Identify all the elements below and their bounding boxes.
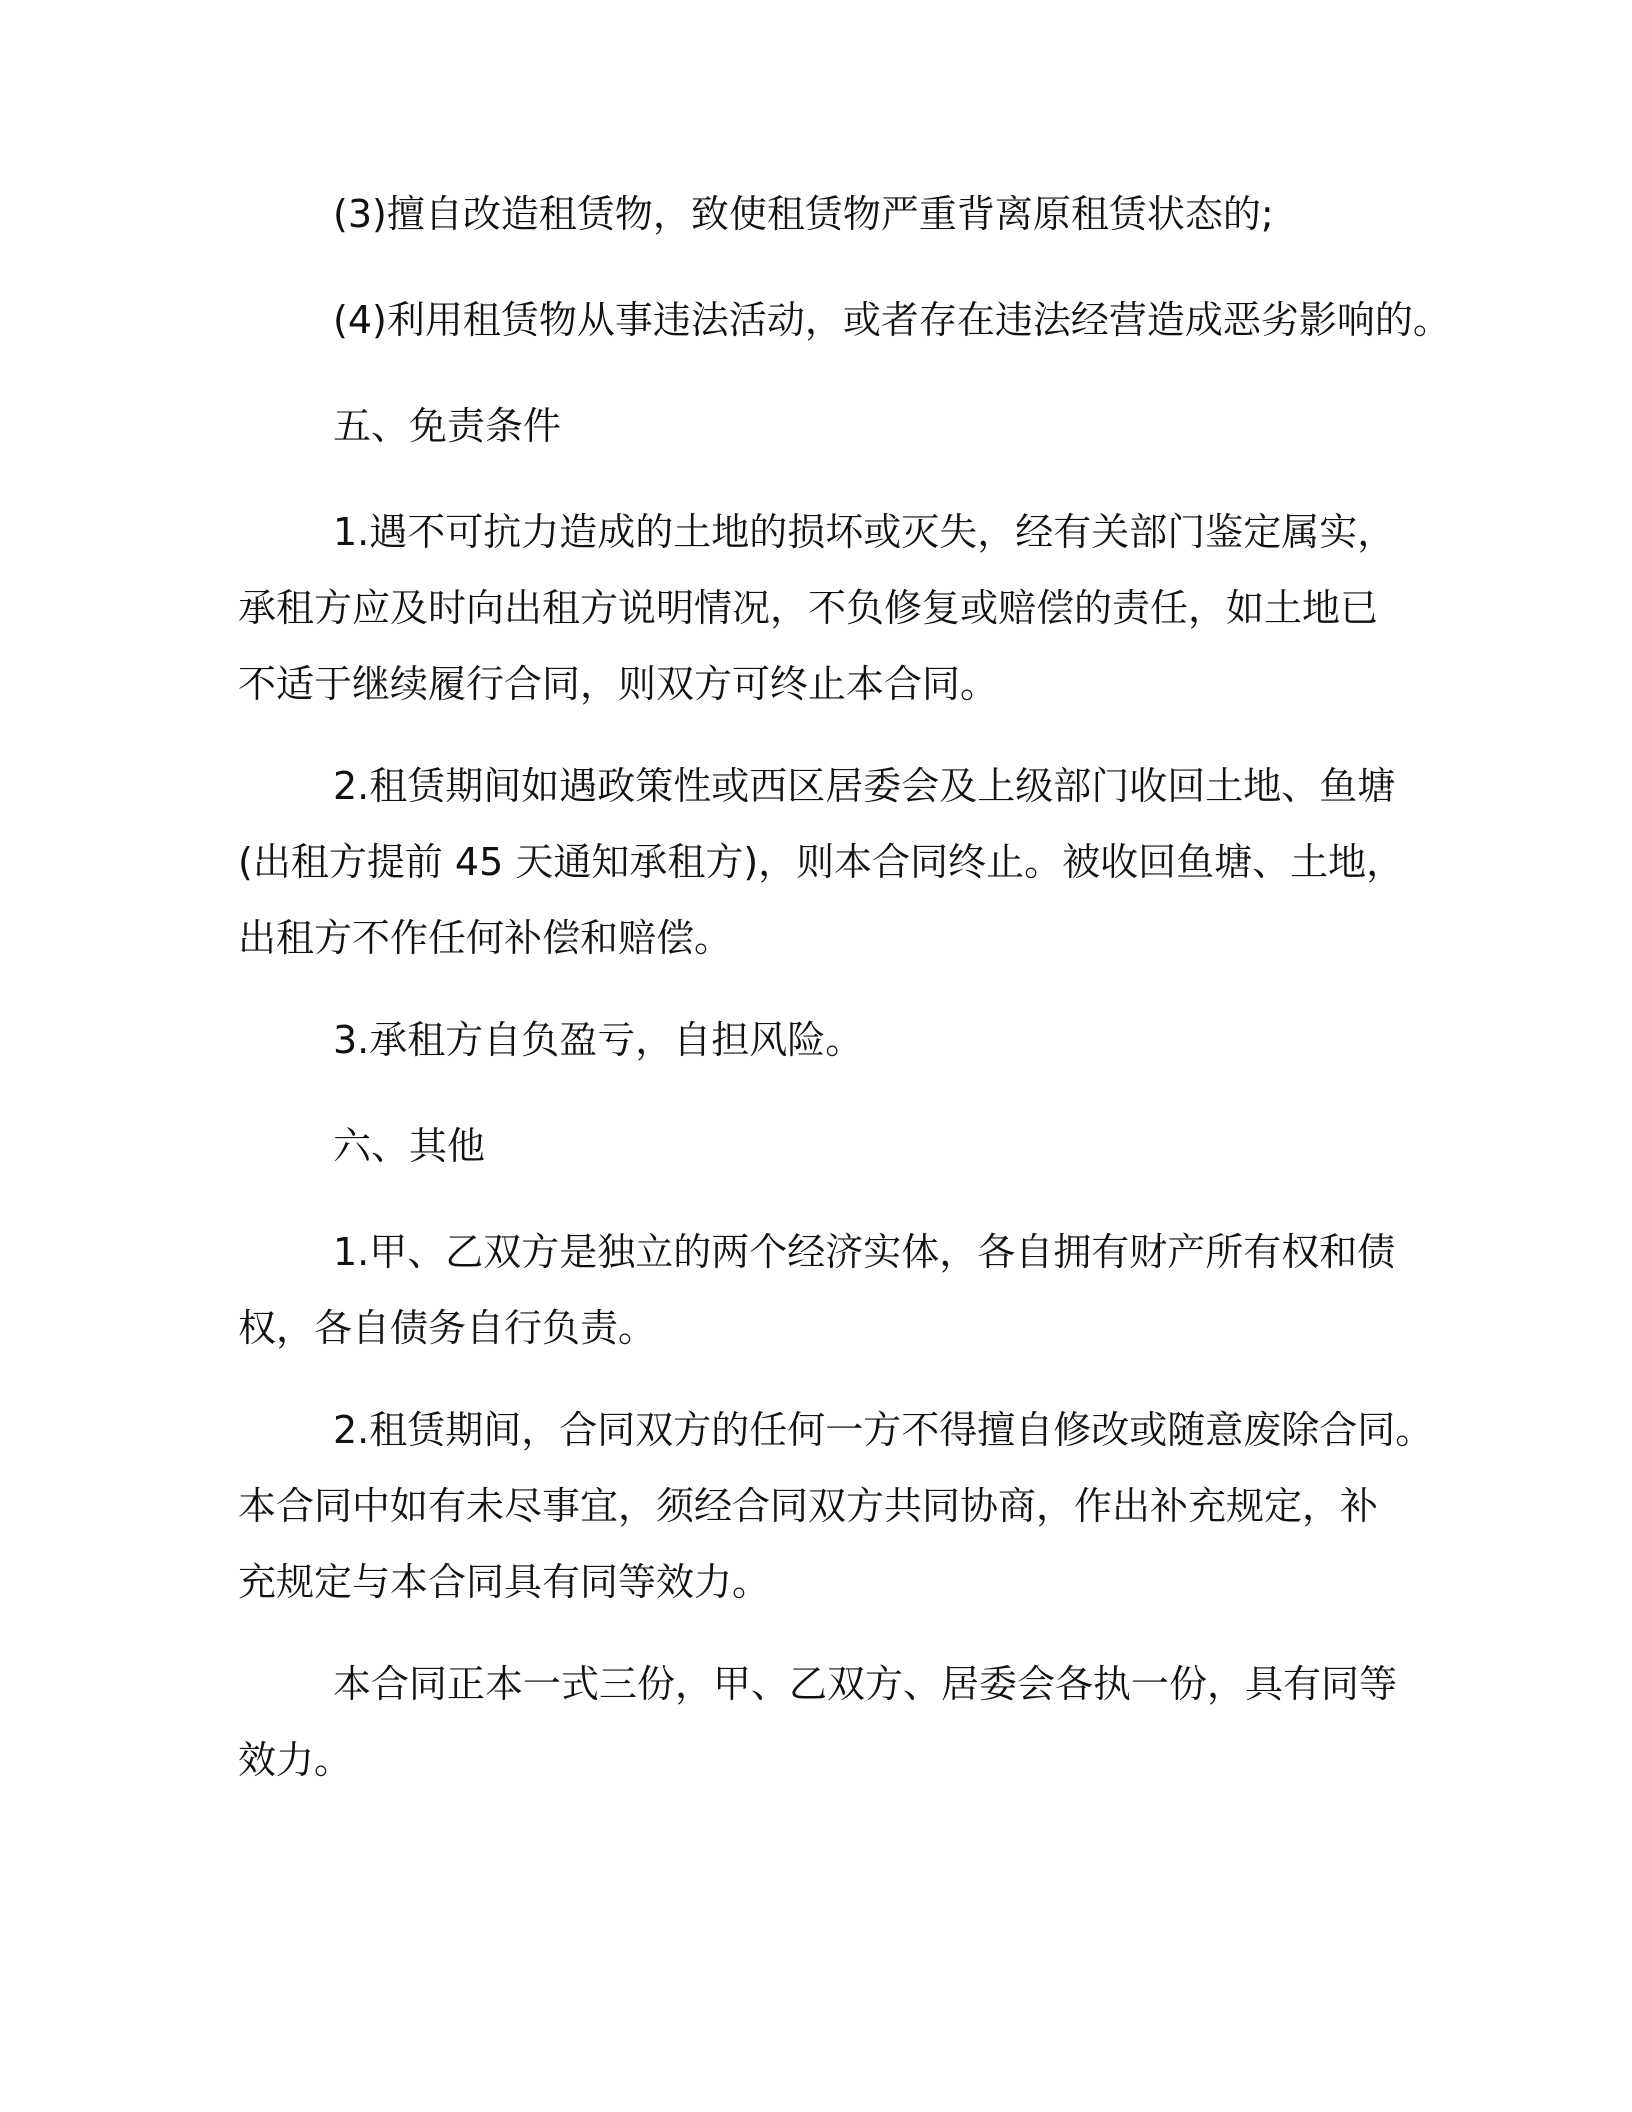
exemption-2-line-1: 2.租赁期间如遇政策性或西区居委会及上级部门收回土地、鱼塘 xyxy=(333,764,1396,808)
exemption-1-line-3: 不适于继续履行合同，则双方可终止本合同。 xyxy=(238,662,999,706)
other-2-line-2: 本合同中如有未尽事宜，须经合同双方共同协商，作出补充规定，补 xyxy=(238,1484,1379,1528)
other-2-line-1: 2.租赁期间，合同双方的任何一方不得擅自修改或随意废除合同。 xyxy=(333,1408,1434,1452)
final-clause-line-2: 效力。 xyxy=(238,1738,353,1782)
other-1-line-2: 权，各自债务自行负责。 xyxy=(238,1306,657,1350)
clause-4-line: (4)利用租赁物从事违法活动，或者存在违法经营造成恶劣影响的。 xyxy=(333,298,1451,342)
section-6-heading: 六、其他 xyxy=(333,1124,486,1168)
exemption-1-line-2: 承租方应及时向出租方说明情况，不负修复或赔偿的责任，如土地已 xyxy=(238,586,1379,630)
other-1-line-1: 1.甲、乙双方是独立的两个经济实体，各自拥有财产所有权和债 xyxy=(333,1230,1396,1274)
clause-3-line: (3)擅自改造租赁物，致使租赁物严重背离原租赁状态的; xyxy=(333,192,1274,236)
exemption-3-line: 3.承租方自负盈亏，自担风险。 xyxy=(333,1018,864,1062)
other-2-line-3: 充规定与本合同具有同等效力。 xyxy=(238,1560,771,1604)
final-clause-line-1: 本合同正本一式三份，甲、乙双方、居委会各执一份，具有同等 xyxy=(333,1662,1398,1706)
exemption-1-line-1: 1.遇不可抗力造成的土地的损坏或灭失，经有关部门鉴定属实， xyxy=(333,510,1396,554)
exemption-2-line-2: (出租方提前 45 天通知承租方)，则本合同终止。被收回鱼塘、土地， xyxy=(238,840,1405,884)
exemption-2-line-3: 出租方不作任何补偿和赔偿。 xyxy=(238,916,733,960)
section-5-heading: 五、免责条件 xyxy=(333,404,562,448)
